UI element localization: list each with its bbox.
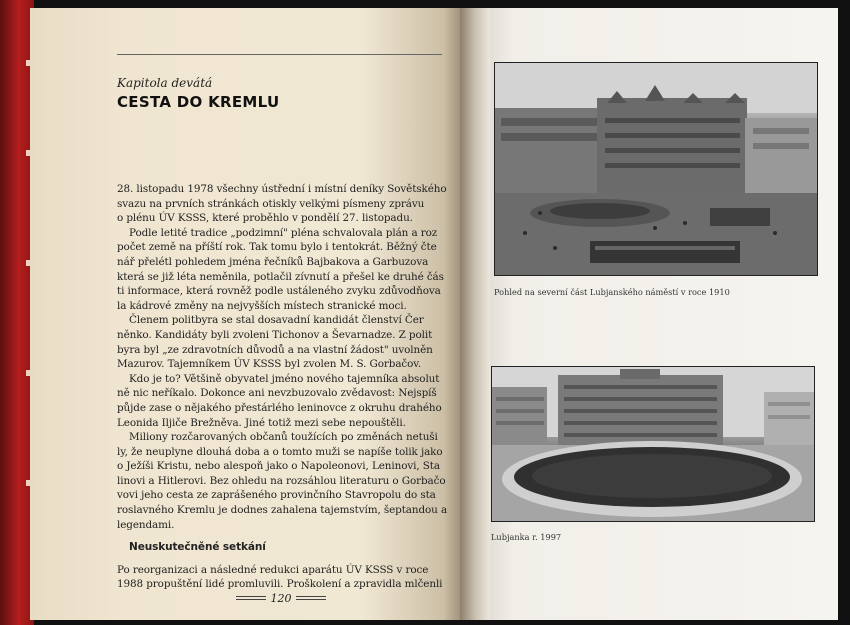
text-line: la kádrové změny na nejvyšších místech stranické moci. [117, 299, 407, 312]
text-line: Podle letité tradice „podzimní" pléna schvalovala plán a roz [129, 226, 438, 239]
text-line: 1988 propuštění lidé promluvili. Proškolení a zpravidla mlčenli [117, 578, 443, 591]
text-line: linovi a Hitlerovi. Bez ohledu na rozsáhlou literaturu o Gorbačo [117, 474, 446, 487]
text-line: byra byl „ze zdravotních důvodů a na vlastní žádost" uvolněn [117, 343, 433, 356]
text-line: počet země na příští rok. Tak tomu bylo i tentokrát. Běžný čte [117, 241, 437, 254]
photo-1910-caption: Pohled na severní část Lubjanského náměstí v roce 1910 [494, 287, 730, 297]
photo-1997-drawing [492, 367, 814, 521]
text-line: Členem politbyra se stal dosavadní kandidát členství Čer [129, 314, 424, 327]
header-rule [117, 54, 442, 55]
text-line: roslavného Kremlu je dodnes zahalena tajemstvím, šeptandou a [117, 504, 447, 517]
text-line: která se již léta neměnila, potlačil zívnutí a přešel ke druhé čás [117, 270, 444, 283]
page-number: 120 [270, 592, 292, 605]
section-heading: Neuskutečněné setkání [129, 541, 266, 554]
text-line: ně nic neříkalo. Dokonce ani nevzbuzovalo zvědavost: Nejspíš [117, 387, 437, 400]
photo-1910-drawing [495, 63, 817, 275]
text-line: něnko. Kandidáty byli zvoleni Tichonov a Ševarnadze. Z polit [117, 328, 433, 341]
text-line: 28. listopadu 1978 všechny ústřední i místní deníky Sovětského [117, 183, 447, 195]
photo-lubyanka-square-1910 [494, 62, 818, 276]
body-text [117, 182, 447, 592]
text-line: vovi jeho cesta ze zaprášeného provinčního Stavropolu do sta [117, 489, 436, 502]
text-line: Mazurov. Tajemníkem ÚV KSSS byl zvolen M. S. Gorbačov. [117, 358, 422, 371]
text-line: svazu na prvních stránkách otiskly velkými písmeny zprávu [117, 197, 425, 210]
page-number-rule-right [296, 596, 326, 597]
text-line: Leonida Iljiče Brežněva. Jiné totiž mezi sebe nepouštěli. [117, 416, 406, 429]
photo-lubyanka-1997 [491, 366, 815, 522]
chapter-label: Kapitola devátá [117, 76, 213, 90]
paragraph-gap [117, 532, 447, 540]
text-line: ly, že neuplyne dlouhá doba a o tomto muži se napíše tolik jako [117, 445, 443, 458]
paragraph-gap [117, 555, 447, 563]
chapter-title: CESTA DO KREMLU [117, 93, 280, 111]
text-line: o Ježíši Kristu, nebo alespoň jako o Napoleonovi, Leninovi, Sta [117, 460, 440, 473]
text-line: nář přelétl pohledem jména řečníků Bajbakova a Garbuzova [117, 255, 429, 268]
photo-1997-caption: Lubjanka r. 1997 [491, 532, 562, 542]
book-gutter [460, 8, 490, 620]
text-line: Po reorganizaci a následné redukci aparátu ÚV KSSS v roce [117, 563, 429, 576]
book-cover-edge [0, 0, 34, 625]
text-line: ti informace, která rovněž podle ustáleného zvyku zdůvodňova [117, 285, 441, 298]
text-line: půjde zase o nějakého přestárlého leninovce z okruhu drahého [117, 401, 442, 414]
text-line: o plénu ÚV KSSS, které proběhlo v pondělí 27. listopadu. [117, 212, 413, 225]
text-line: legendami. [117, 518, 175, 531]
text-line: Kdo je to? Většině obyvatel jméno nového tajemníka absolut [129, 372, 440, 385]
text-line: Miliony rozčarovaných občanů toužících po změnách netuši [129, 431, 438, 444]
